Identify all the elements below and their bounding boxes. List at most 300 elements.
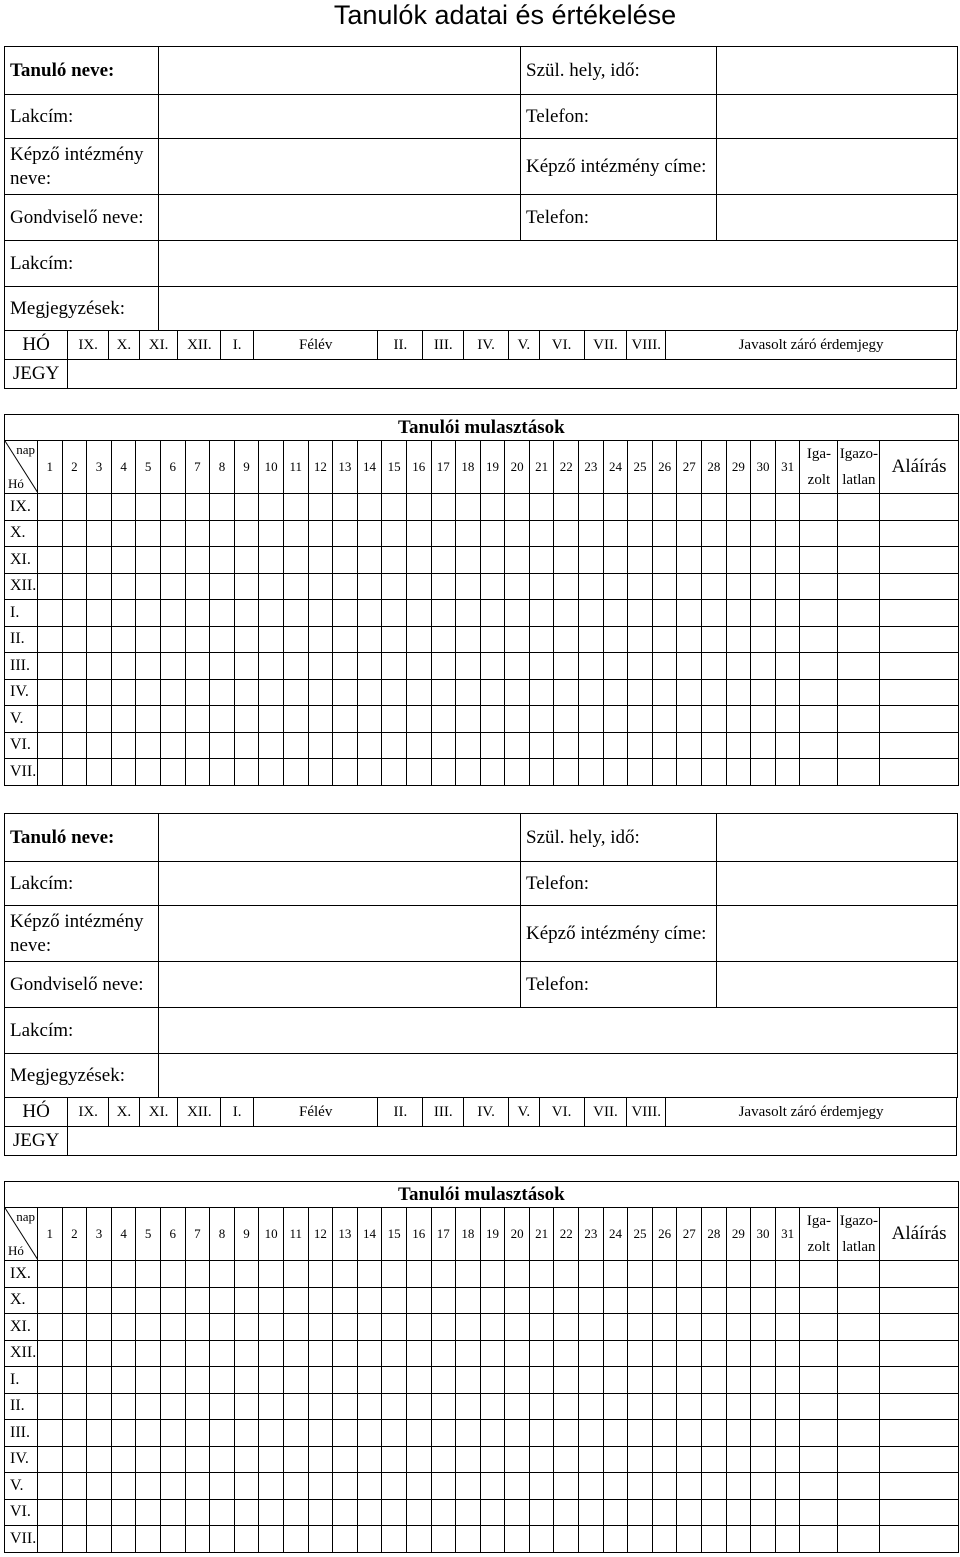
absence-cell[interactable] bbox=[259, 1367, 284, 1394]
absence-cell[interactable] bbox=[529, 1499, 554, 1526]
absence-cell[interactable] bbox=[751, 1340, 776, 1367]
absence-cell[interactable] bbox=[185, 1393, 210, 1420]
absence-cell[interactable] bbox=[382, 520, 407, 547]
absence-cell[interactable] bbox=[136, 1446, 161, 1473]
absence-cell[interactable] bbox=[308, 1287, 333, 1314]
absence-cell[interactable] bbox=[480, 1446, 505, 1473]
absence-cell[interactable] bbox=[702, 759, 727, 786]
absence-cell[interactable] bbox=[210, 1367, 235, 1394]
absence-cell[interactable] bbox=[726, 1393, 751, 1420]
address-field[interactable] bbox=[159, 95, 521, 139]
absence-cell[interactable] bbox=[185, 1473, 210, 1500]
absence-cell[interactable] bbox=[652, 573, 677, 600]
igazolt-cell[interactable] bbox=[800, 573, 838, 600]
absence-cell[interactable] bbox=[603, 706, 628, 733]
absence-cell[interactable] bbox=[38, 600, 63, 627]
absence-cell[interactable] bbox=[87, 1420, 112, 1447]
absence-cell[interactable] bbox=[259, 626, 284, 653]
absence-cell[interactable] bbox=[677, 600, 702, 627]
absence-cell[interactable] bbox=[480, 600, 505, 627]
igazolatlan-cell[interactable] bbox=[838, 1287, 880, 1314]
absence-cell[interactable] bbox=[111, 1340, 136, 1367]
igazolt-cell[interactable] bbox=[800, 1340, 838, 1367]
absence-cell[interactable] bbox=[456, 1446, 481, 1473]
absence-cell[interactable] bbox=[111, 1287, 136, 1314]
absence-cell[interactable] bbox=[677, 1420, 702, 1447]
absence-cell[interactable] bbox=[652, 653, 677, 680]
absence-cell[interactable] bbox=[259, 1446, 284, 1473]
absence-cell[interactable] bbox=[431, 1367, 456, 1394]
absence-cell[interactable] bbox=[87, 520, 112, 547]
absence-cell[interactable] bbox=[234, 1446, 259, 1473]
absence-cell[interactable] bbox=[751, 1393, 776, 1420]
guardian-name-field[interactable] bbox=[159, 962, 521, 1008]
absence-cell[interactable] bbox=[136, 1261, 161, 1288]
absence-cell[interactable] bbox=[185, 600, 210, 627]
igazolt-cell[interactable] bbox=[800, 1287, 838, 1314]
absence-cell[interactable] bbox=[579, 1526, 604, 1553]
absence-cell[interactable] bbox=[259, 679, 284, 706]
absence-cell[interactable] bbox=[38, 1526, 63, 1553]
absence-cell[interactable] bbox=[308, 520, 333, 547]
absence-cell[interactable] bbox=[87, 1287, 112, 1314]
absence-cell[interactable] bbox=[480, 706, 505, 733]
absence-cell[interactable] bbox=[111, 759, 136, 786]
absence-cell[interactable] bbox=[603, 1261, 628, 1288]
phone-field[interactable] bbox=[717, 95, 958, 139]
absence-cell[interactable] bbox=[505, 1314, 530, 1341]
absence-cell[interactable] bbox=[751, 573, 776, 600]
phone-field[interactable] bbox=[717, 862, 958, 906]
absence-cell[interactable] bbox=[554, 600, 579, 627]
igazolatlan-cell[interactable] bbox=[838, 1393, 880, 1420]
absence-cell[interactable] bbox=[726, 1261, 751, 1288]
absence-cell[interactable] bbox=[259, 1420, 284, 1447]
absence-cell[interactable] bbox=[456, 573, 481, 600]
absence-cell[interactable] bbox=[136, 732, 161, 759]
absence-cell[interactable] bbox=[775, 1340, 800, 1367]
igazolatlan-cell[interactable] bbox=[838, 600, 880, 627]
absence-cell[interactable] bbox=[628, 1420, 653, 1447]
absence-cell[interactable] bbox=[160, 573, 185, 600]
absence-cell[interactable] bbox=[357, 1526, 382, 1553]
absence-cell[interactable] bbox=[308, 653, 333, 680]
absence-cell[interactable] bbox=[505, 626, 530, 653]
absence-cell[interactable] bbox=[87, 1473, 112, 1500]
absence-cell[interactable] bbox=[628, 679, 653, 706]
absence-cell[interactable] bbox=[628, 653, 653, 680]
absence-cell[interactable] bbox=[308, 1261, 333, 1288]
absence-cell[interactable] bbox=[677, 1526, 702, 1553]
absence-cell[interactable] bbox=[751, 1314, 776, 1341]
absence-cell[interactable] bbox=[136, 547, 161, 574]
absence-cell[interactable] bbox=[677, 1287, 702, 1314]
absence-cell[interactable] bbox=[431, 653, 456, 680]
absence-cell[interactable] bbox=[726, 679, 751, 706]
absence-cell[interactable] bbox=[775, 1314, 800, 1341]
absence-cell[interactable] bbox=[234, 1499, 259, 1526]
absence-cell[interactable] bbox=[357, 1367, 382, 1394]
alairas-cell[interactable] bbox=[880, 1367, 958, 1394]
absence-cell[interactable] bbox=[111, 653, 136, 680]
absence-cell[interactable] bbox=[283, 1420, 308, 1447]
absence-cell[interactable] bbox=[751, 1526, 776, 1553]
absence-cell[interactable] bbox=[529, 520, 554, 547]
absence-cell[interactable] bbox=[308, 1367, 333, 1394]
absence-cell[interactable] bbox=[529, 1340, 554, 1367]
absence-cell[interactable] bbox=[62, 1367, 87, 1394]
absence-cell[interactable] bbox=[751, 1420, 776, 1447]
absence-cell[interactable] bbox=[234, 679, 259, 706]
absence-cell[interactable] bbox=[628, 732, 653, 759]
absence-cell[interactable] bbox=[529, 494, 554, 521]
absence-cell[interactable] bbox=[579, 547, 604, 574]
absence-cell[interactable] bbox=[38, 1340, 63, 1367]
absence-cell[interactable] bbox=[357, 520, 382, 547]
absence-cell[interactable] bbox=[677, 1261, 702, 1288]
absence-cell[interactable] bbox=[628, 1287, 653, 1314]
absence-cell[interactable] bbox=[357, 626, 382, 653]
absence-cell[interactable] bbox=[136, 626, 161, 653]
alairas-cell[interactable] bbox=[880, 494, 958, 521]
absence-cell[interactable] bbox=[111, 1420, 136, 1447]
absence-cell[interactable] bbox=[136, 1473, 161, 1500]
absence-cell[interactable] bbox=[333, 1446, 358, 1473]
absence-cell[interactable] bbox=[505, 1420, 530, 1447]
absence-cell[interactable] bbox=[308, 573, 333, 600]
absence-cell[interactable] bbox=[406, 547, 431, 574]
absence-cell[interactable] bbox=[382, 653, 407, 680]
absence-cell[interactable] bbox=[505, 1499, 530, 1526]
absence-cell[interactable] bbox=[210, 1287, 235, 1314]
absence-cell[interactable] bbox=[38, 653, 63, 680]
alairas-cell[interactable] bbox=[880, 600, 958, 627]
absence-cell[interactable] bbox=[726, 547, 751, 574]
absence-cell[interactable] bbox=[406, 600, 431, 627]
absence-cell[interactable] bbox=[603, 1446, 628, 1473]
absence-cell[interactable] bbox=[628, 547, 653, 574]
absence-cell[interactable] bbox=[775, 1393, 800, 1420]
absence-cell[interactable] bbox=[751, 1287, 776, 1314]
alairas-cell[interactable] bbox=[880, 653, 958, 680]
absence-cell[interactable] bbox=[702, 1393, 727, 1420]
absence-cell[interactable] bbox=[456, 1526, 481, 1553]
absence-cell[interactable] bbox=[357, 759, 382, 786]
igazolatlan-cell[interactable] bbox=[838, 1367, 880, 1394]
igazolt-cell[interactable] bbox=[800, 494, 838, 521]
absence-cell[interactable] bbox=[308, 679, 333, 706]
absence-cell[interactable] bbox=[62, 1420, 87, 1447]
absence-cell[interactable] bbox=[160, 1446, 185, 1473]
absence-cell[interactable] bbox=[775, 1287, 800, 1314]
igazolatlan-cell[interactable] bbox=[838, 759, 880, 786]
absence-cell[interactable] bbox=[259, 1499, 284, 1526]
absence-cell[interactable] bbox=[234, 1473, 259, 1500]
absence-cell[interactable] bbox=[652, 1446, 677, 1473]
absence-cell[interactable] bbox=[775, 494, 800, 521]
alairas-cell[interactable] bbox=[880, 626, 958, 653]
birth-field[interactable] bbox=[717, 47, 958, 95]
absence-cell[interactable] bbox=[234, 653, 259, 680]
absence-cell[interactable] bbox=[505, 759, 530, 786]
absence-cell[interactable] bbox=[283, 1393, 308, 1420]
absence-cell[interactable] bbox=[62, 1340, 87, 1367]
igazolatlan-cell[interactable] bbox=[838, 1261, 880, 1288]
absence-cell[interactable] bbox=[38, 494, 63, 521]
absence-cell[interactable] bbox=[87, 1367, 112, 1394]
absence-cell[interactable] bbox=[677, 494, 702, 521]
absence-cell[interactable] bbox=[333, 573, 358, 600]
absence-cell[interactable] bbox=[111, 520, 136, 547]
absence-cell[interactable] bbox=[406, 1473, 431, 1500]
absence-cell[interactable] bbox=[308, 1499, 333, 1526]
absence-cell[interactable] bbox=[357, 573, 382, 600]
absence-cell[interactable] bbox=[136, 1340, 161, 1367]
absence-cell[interactable] bbox=[87, 759, 112, 786]
absence-cell[interactable] bbox=[677, 1473, 702, 1500]
absence-cell[interactable] bbox=[259, 1314, 284, 1341]
igazolt-cell[interactable] bbox=[800, 1314, 838, 1341]
absence-cell[interactable] bbox=[406, 1526, 431, 1553]
absence-cell[interactable] bbox=[136, 1314, 161, 1341]
absence-cell[interactable] bbox=[431, 1393, 456, 1420]
absence-cell[interactable] bbox=[652, 1499, 677, 1526]
absence-cell[interactable] bbox=[579, 1499, 604, 1526]
absence-cell[interactable] bbox=[136, 1526, 161, 1553]
absence-cell[interactable] bbox=[185, 759, 210, 786]
igazolatlan-cell[interactable] bbox=[838, 679, 880, 706]
absence-cell[interactable] bbox=[480, 520, 505, 547]
absence-cell[interactable] bbox=[185, 1446, 210, 1473]
absence-cell[interactable] bbox=[456, 1261, 481, 1288]
alairas-cell[interactable] bbox=[880, 520, 958, 547]
absence-cell[interactable] bbox=[283, 1340, 308, 1367]
absence-cell[interactable] bbox=[283, 600, 308, 627]
absence-cell[interactable] bbox=[62, 1393, 87, 1420]
absence-cell[interactable] bbox=[38, 1261, 63, 1288]
absence-cell[interactable] bbox=[87, 1499, 112, 1526]
absence-cell[interactable] bbox=[333, 1420, 358, 1447]
absence-cell[interactable] bbox=[456, 653, 481, 680]
absence-cell[interactable] bbox=[554, 547, 579, 574]
absence-cell[interactable] bbox=[652, 626, 677, 653]
absence-cell[interactable] bbox=[259, 706, 284, 733]
absence-cell[interactable] bbox=[136, 600, 161, 627]
absence-cell[interactable] bbox=[579, 1314, 604, 1341]
absence-cell[interactable] bbox=[283, 1526, 308, 1553]
absence-cell[interactable] bbox=[357, 1473, 382, 1500]
absence-cell[interactable] bbox=[751, 494, 776, 521]
absence-cell[interactable] bbox=[775, 653, 800, 680]
absence-cell[interactable] bbox=[210, 1393, 235, 1420]
absence-cell[interactable] bbox=[702, 1526, 727, 1553]
absence-cell[interactable] bbox=[382, 494, 407, 521]
absence-cell[interactable] bbox=[333, 1340, 358, 1367]
absence-cell[interactable] bbox=[702, 679, 727, 706]
absence-cell[interactable] bbox=[628, 1340, 653, 1367]
absence-cell[interactable] bbox=[480, 1367, 505, 1394]
absence-cell[interactable] bbox=[160, 1261, 185, 1288]
absence-cell[interactable] bbox=[579, 626, 604, 653]
absence-cell[interactable] bbox=[382, 1499, 407, 1526]
absence-cell[interactable] bbox=[529, 626, 554, 653]
absence-cell[interactable] bbox=[333, 732, 358, 759]
absence-cell[interactable] bbox=[726, 600, 751, 627]
absence-cell[interactable] bbox=[579, 1340, 604, 1367]
absence-cell[interactable] bbox=[456, 1393, 481, 1420]
absence-cell[interactable] bbox=[62, 520, 87, 547]
absence-cell[interactable] bbox=[234, 706, 259, 733]
absence-cell[interactable] bbox=[751, 1446, 776, 1473]
absence-cell[interactable] bbox=[333, 1499, 358, 1526]
absence-cell[interactable] bbox=[603, 759, 628, 786]
absence-cell[interactable] bbox=[554, 1420, 579, 1447]
absence-cell[interactable] bbox=[111, 573, 136, 600]
absence-cell[interactable] bbox=[431, 494, 456, 521]
absence-cell[interactable] bbox=[38, 1473, 63, 1500]
alairas-cell[interactable] bbox=[880, 732, 958, 759]
absence-cell[interactable] bbox=[652, 1314, 677, 1341]
absence-cell[interactable] bbox=[554, 573, 579, 600]
absence-cell[interactable] bbox=[283, 1287, 308, 1314]
alairas-cell[interactable] bbox=[880, 1499, 958, 1526]
absence-cell[interactable] bbox=[480, 547, 505, 574]
absence-cell[interactable] bbox=[702, 626, 727, 653]
absence-cell[interactable] bbox=[38, 1499, 63, 1526]
guardian-name-field[interactable] bbox=[159, 195, 521, 241]
absence-cell[interactable] bbox=[751, 520, 776, 547]
absence-cell[interactable] bbox=[406, 1261, 431, 1288]
absence-cell[interactable] bbox=[160, 1340, 185, 1367]
absence-cell[interactable] bbox=[751, 600, 776, 627]
igazolatlan-cell[interactable] bbox=[838, 520, 880, 547]
absence-cell[interactable] bbox=[505, 1393, 530, 1420]
absence-cell[interactable] bbox=[160, 759, 185, 786]
absence-cell[interactable] bbox=[185, 653, 210, 680]
absence-cell[interactable] bbox=[529, 653, 554, 680]
absence-cell[interactable] bbox=[775, 1367, 800, 1394]
absence-cell[interactable] bbox=[456, 1340, 481, 1367]
absence-cell[interactable] bbox=[210, 573, 235, 600]
absence-cell[interactable] bbox=[480, 1314, 505, 1341]
absence-cell[interactable] bbox=[160, 1393, 185, 1420]
absence-cell[interactable] bbox=[677, 1340, 702, 1367]
alairas-cell[interactable] bbox=[880, 706, 958, 733]
absence-cell[interactable] bbox=[480, 1473, 505, 1500]
absence-cell[interactable] bbox=[726, 1367, 751, 1394]
igazolt-cell[interactable] bbox=[800, 520, 838, 547]
absence-cell[interactable] bbox=[775, 1499, 800, 1526]
igazolatlan-cell[interactable] bbox=[838, 732, 880, 759]
absence-cell[interactable] bbox=[702, 600, 727, 627]
absence-cell[interactable] bbox=[38, 1314, 63, 1341]
absence-cell[interactable] bbox=[603, 1367, 628, 1394]
absence-cell[interactable] bbox=[751, 1367, 776, 1394]
absence-cell[interactable] bbox=[210, 653, 235, 680]
absence-cell[interactable] bbox=[308, 1446, 333, 1473]
absence-cell[interactable] bbox=[628, 1393, 653, 1420]
absence-cell[interactable] bbox=[652, 1261, 677, 1288]
absence-cell[interactable] bbox=[775, 626, 800, 653]
absence-cell[interactable] bbox=[234, 1420, 259, 1447]
absence-cell[interactable] bbox=[702, 1499, 727, 1526]
absence-cell[interactable] bbox=[283, 1314, 308, 1341]
absence-cell[interactable] bbox=[603, 679, 628, 706]
igazolt-cell[interactable] bbox=[800, 600, 838, 627]
absence-cell[interactable] bbox=[136, 1393, 161, 1420]
absence-cell[interactable] bbox=[406, 759, 431, 786]
absence-cell[interactable] bbox=[603, 1287, 628, 1314]
absence-cell[interactable] bbox=[111, 600, 136, 627]
absence-cell[interactable] bbox=[234, 1261, 259, 1288]
absence-cell[interactable] bbox=[726, 759, 751, 786]
absence-cell[interactable] bbox=[382, 1473, 407, 1500]
absence-cell[interactable] bbox=[652, 759, 677, 786]
absence-cell[interactable] bbox=[726, 1473, 751, 1500]
institution-address-field[interactable] bbox=[717, 139, 958, 195]
absence-cell[interactable] bbox=[702, 653, 727, 680]
absence-cell[interactable] bbox=[62, 706, 87, 733]
absence-cell[interactable] bbox=[357, 1261, 382, 1288]
absence-cell[interactable] bbox=[652, 1420, 677, 1447]
absence-cell[interactable] bbox=[87, 732, 112, 759]
absence-cell[interactable] bbox=[234, 573, 259, 600]
absence-cell[interactable] bbox=[62, 653, 87, 680]
absence-cell[interactable] bbox=[431, 1340, 456, 1367]
absence-cell[interactable] bbox=[751, 759, 776, 786]
absence-cell[interactable] bbox=[62, 732, 87, 759]
absence-cell[interactable] bbox=[62, 547, 87, 574]
absence-cell[interactable] bbox=[702, 1420, 727, 1447]
absence-cell[interactable] bbox=[382, 1526, 407, 1553]
absence-cell[interactable] bbox=[333, 679, 358, 706]
absence-cell[interactable] bbox=[160, 732, 185, 759]
absence-cell[interactable] bbox=[136, 1367, 161, 1394]
absence-cell[interactable] bbox=[382, 1446, 407, 1473]
absence-cell[interactable] bbox=[751, 626, 776, 653]
absence-cell[interactable] bbox=[382, 679, 407, 706]
absence-cell[interactable] bbox=[62, 573, 87, 600]
igazolatlan-cell[interactable] bbox=[838, 547, 880, 574]
igazolt-cell[interactable] bbox=[800, 1499, 838, 1526]
absence-cell[interactable] bbox=[677, 520, 702, 547]
absence-cell[interactable] bbox=[456, 1499, 481, 1526]
absence-cell[interactable] bbox=[210, 706, 235, 733]
absence-cell[interactable] bbox=[111, 494, 136, 521]
absence-cell[interactable] bbox=[185, 1420, 210, 1447]
absence-cell[interactable] bbox=[726, 732, 751, 759]
absence-cell[interactable] bbox=[308, 1340, 333, 1367]
absence-cell[interactable] bbox=[579, 1261, 604, 1288]
absence-cell[interactable] bbox=[579, 1367, 604, 1394]
absence-cell[interactable] bbox=[38, 706, 63, 733]
absence-cell[interactable] bbox=[702, 1261, 727, 1288]
absence-cell[interactable] bbox=[234, 732, 259, 759]
absence-cell[interactable] bbox=[431, 706, 456, 733]
absence-cell[interactable] bbox=[357, 1446, 382, 1473]
absence-cell[interactable] bbox=[628, 706, 653, 733]
absence-cell[interactable] bbox=[111, 1526, 136, 1553]
absence-cell[interactable] bbox=[62, 679, 87, 706]
absence-cell[interactable] bbox=[210, 1420, 235, 1447]
absence-cell[interactable] bbox=[136, 573, 161, 600]
absence-cell[interactable] bbox=[333, 653, 358, 680]
absence-cell[interactable] bbox=[259, 520, 284, 547]
absence-cell[interactable] bbox=[87, 706, 112, 733]
absence-cell[interactable] bbox=[283, 494, 308, 521]
absence-cell[interactable] bbox=[160, 1314, 185, 1341]
absence-cell[interactable] bbox=[431, 1499, 456, 1526]
